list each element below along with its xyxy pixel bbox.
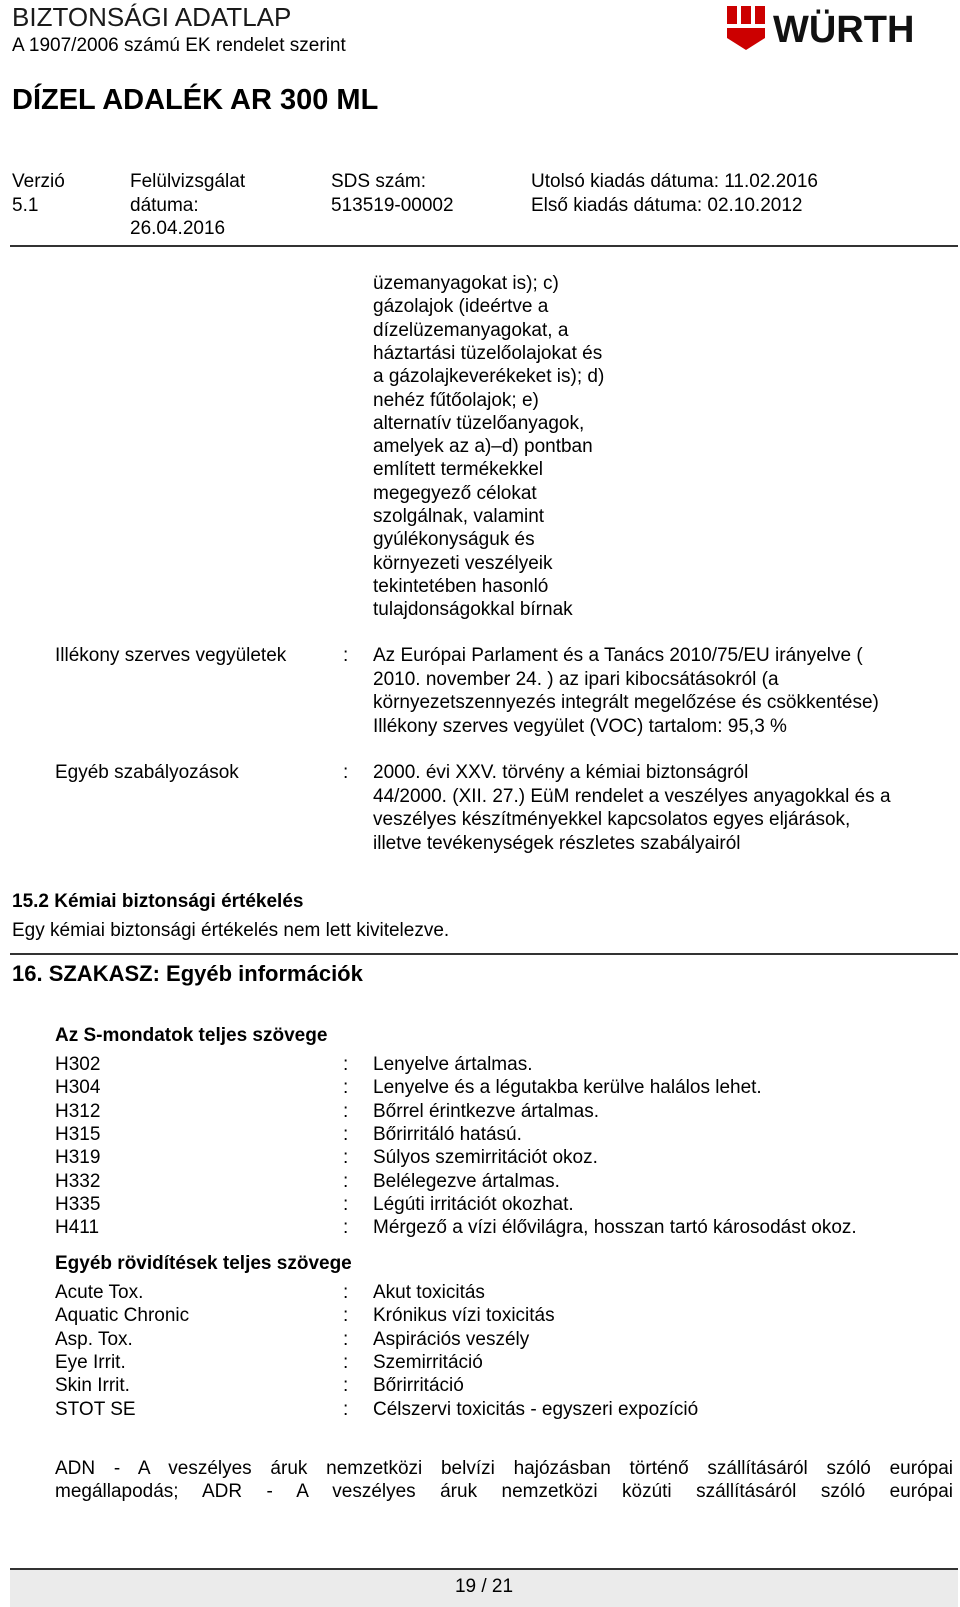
abbreviation-colon: : xyxy=(343,1282,349,1303)
sds-label: SDS szám: xyxy=(331,171,427,192)
wurth-logo-mark xyxy=(727,6,765,50)
continued-text-line: amelyek az a)–d) pontban xyxy=(373,436,593,458)
adn-paragraph-line: ADN - A veszélyes áruk nemzetközi belvízi hajózásban történő szállításáról szóló európai xyxy=(55,1458,953,1479)
s-phrases-title: Az S-mondatok teljes szövege xyxy=(55,1025,328,1046)
revision-label-line2: dátuma: xyxy=(130,195,199,216)
h-statement-colon: : xyxy=(343,1193,349,1215)
other-regs-line: 44/2000. (XII. 27.) EüM rendelet a veszélyes anyagokkal és a xyxy=(373,786,891,807)
wurth-logo-text: WÜRTH xyxy=(773,9,915,51)
voc-line: Illékony szerves vegyület (VOC) tartalom: 95,3 % xyxy=(373,716,787,737)
h-statement-text: Mérgező a vízi élővilágra, hosszan tartó károsodást okoz. xyxy=(373,1217,857,1239)
page-number: 19 / 21 xyxy=(454,1576,514,1597)
product-name: DÍZEL ADALÉK AR 300 ML xyxy=(12,84,379,116)
regulation-subtitle: A 1907/2006 számú EK rendelet szerint xyxy=(12,35,346,56)
voc-line: környezetszennyezés integrált megelőzése és csökkentése) xyxy=(373,692,879,713)
wurth-logo xyxy=(725,2,950,54)
h-statement-colon: : xyxy=(343,1217,349,1239)
voc-line: 2010. november 24. ) az ipari kibocsátásokról (a xyxy=(373,669,779,690)
other-regs-colon: : xyxy=(343,762,349,783)
continued-text-line: gázolajok (ideértve a xyxy=(373,296,549,318)
h-statement-colon: : xyxy=(343,1147,349,1169)
h-statement-code: H302 xyxy=(55,1054,101,1075)
continued-text-line: a gázolajkeverékeket is); d) xyxy=(373,366,605,388)
h-statement-text: Bőrirritáló hatású. xyxy=(373,1123,522,1145)
h-statement-code: H315 xyxy=(55,1123,101,1145)
h-statement-colon: : xyxy=(343,1170,349,1192)
abbreviation-text: Célszervi toxicitás - egyszeri expozíció xyxy=(373,1398,699,1420)
abbreviation-code: Asp. Tox. xyxy=(55,1328,133,1350)
h-statement-code: H319 xyxy=(55,1147,101,1169)
page-footer xyxy=(10,1568,958,1607)
abbreviation-colon: : xyxy=(343,1398,349,1420)
continued-text-line: említett termékekkel xyxy=(373,459,543,481)
h-statement-colon: : xyxy=(343,1123,349,1145)
h-statement-code: H304 xyxy=(55,1077,101,1099)
section-16-title: 16. SZAKASZ: Egyéb információk xyxy=(12,961,363,986)
version-label: Verzió xyxy=(12,171,65,192)
abbreviation-code: Acute Tox. xyxy=(55,1282,144,1303)
continued-text-line: nehéz fűtőolajok; e) xyxy=(373,389,539,411)
abbreviations-title: Egyéb rövidítések teljes szövege xyxy=(55,1253,352,1274)
h-statement-colon: : xyxy=(343,1077,349,1099)
continued-text-line: megegyező célokat xyxy=(373,482,537,504)
version-value: 5.1 xyxy=(12,195,39,216)
abbreviation-colon: : xyxy=(343,1305,349,1327)
continued-text-line: tulajdonságokkal bírnak xyxy=(373,599,573,621)
continued-text-line: tekintetében hasonló xyxy=(373,575,549,597)
abbreviation-text: Aspirációs veszély xyxy=(373,1328,530,1350)
other-regs-line: 2000. évi XXV. törvény a kémiai biztonságról xyxy=(373,762,749,783)
abbreviation-colon: : xyxy=(343,1351,349,1373)
continued-text-line: szolgálnak, valamint xyxy=(373,506,545,527)
revision-label-line1: Felülvizsgálat xyxy=(130,171,246,192)
continued-text-line: alternatív tüzelőanyagok, xyxy=(373,412,585,434)
abbreviation-text: Bőrirritáció xyxy=(373,1375,464,1397)
h-statement-text: Lenyelve és a légutakba kerülve halálos lehet. xyxy=(373,1077,762,1099)
h-statement-code: H411 xyxy=(55,1217,100,1239)
abbreviation-text: Akut toxicitás xyxy=(373,1282,485,1303)
h-statement-text: Bőrrel érintkezve ártalmas. xyxy=(373,1100,599,1122)
voc-label: Illékony szerves vegyületek xyxy=(55,645,287,666)
h-statement-code: H335 xyxy=(55,1193,101,1215)
voc-line: Az Európai Parlament és a Tanács 2010/75/EU irányelve ( xyxy=(373,645,863,666)
h-statement-code: H312 xyxy=(55,1100,101,1122)
abbreviation-code: STOT SE xyxy=(55,1398,136,1420)
abbreviation-code: Eye Irrit. xyxy=(55,1351,126,1373)
h-statement-text: Lenyelve ártalmas. xyxy=(373,1054,533,1075)
section-15-2-text: Egy kémiai biztonsági értékelés nem lett kivitelezve. xyxy=(12,920,450,941)
continued-text-line: gyúlékonyságuk és xyxy=(373,529,535,551)
continued-text-line: dízelüzemanyagokat, a xyxy=(373,319,569,341)
h-statement-colon: : xyxy=(343,1100,349,1122)
last-issue-date: Utolsó kiadás dátuma: 11.02.2016 xyxy=(531,171,818,192)
section-15-2-title: 15.2 Kémiai biztonsági értékelés xyxy=(12,891,304,912)
h-statement-colon: : xyxy=(343,1054,349,1075)
abbreviation-text: Krónikus vízi toxicitás xyxy=(373,1305,555,1327)
h-statement-text: Légúti irritációt okozhat. xyxy=(373,1193,574,1215)
other-regs-line: veszélyes készítményekkel kapcsolatos egyes eljárások, xyxy=(373,809,851,830)
abbreviation-colon: : xyxy=(343,1375,349,1397)
continued-text-line: környezeti veszélyeik xyxy=(373,552,553,574)
sds-number: 513519-00002 xyxy=(331,195,454,216)
document-type-title: BIZTONSÁGI ADATLAP xyxy=(12,2,292,32)
continued-text-line: háztartási tüzelőolajokat és xyxy=(373,342,603,364)
first-issue-date: Első kiadás dátuma: 02.10.2012 xyxy=(531,195,803,216)
voc-colon: : xyxy=(343,645,349,666)
section-16-divider xyxy=(10,953,958,955)
abbreviation-text: Szemirritáció xyxy=(373,1351,483,1373)
abbreviation-code: Skin Irrit. xyxy=(55,1375,130,1397)
abbreviation-code: Aquatic Chronic xyxy=(55,1305,190,1327)
revision-date: 26.04.2016 xyxy=(130,218,226,239)
h-statement-code: H332 xyxy=(55,1170,101,1192)
continued-text-line: üzemanyagokat is); c) xyxy=(373,273,559,294)
other-regs-label: Egyéb szabályozások xyxy=(55,762,239,783)
h-statement-text: Belélegezve ártalmas. xyxy=(373,1170,560,1192)
h-statement-text: Súlyos szemirritációt okoz. xyxy=(373,1147,598,1169)
other-regs-line: illetve tevékenységek részletes szabályairól xyxy=(373,833,741,854)
adn-paragraph-line: megállapodás; ADR - A veszélyes áruk nemzetközi közúti szállításáról szóló európai xyxy=(55,1481,953,1502)
header-divider xyxy=(10,245,958,247)
abbreviation-colon: : xyxy=(343,1328,349,1350)
